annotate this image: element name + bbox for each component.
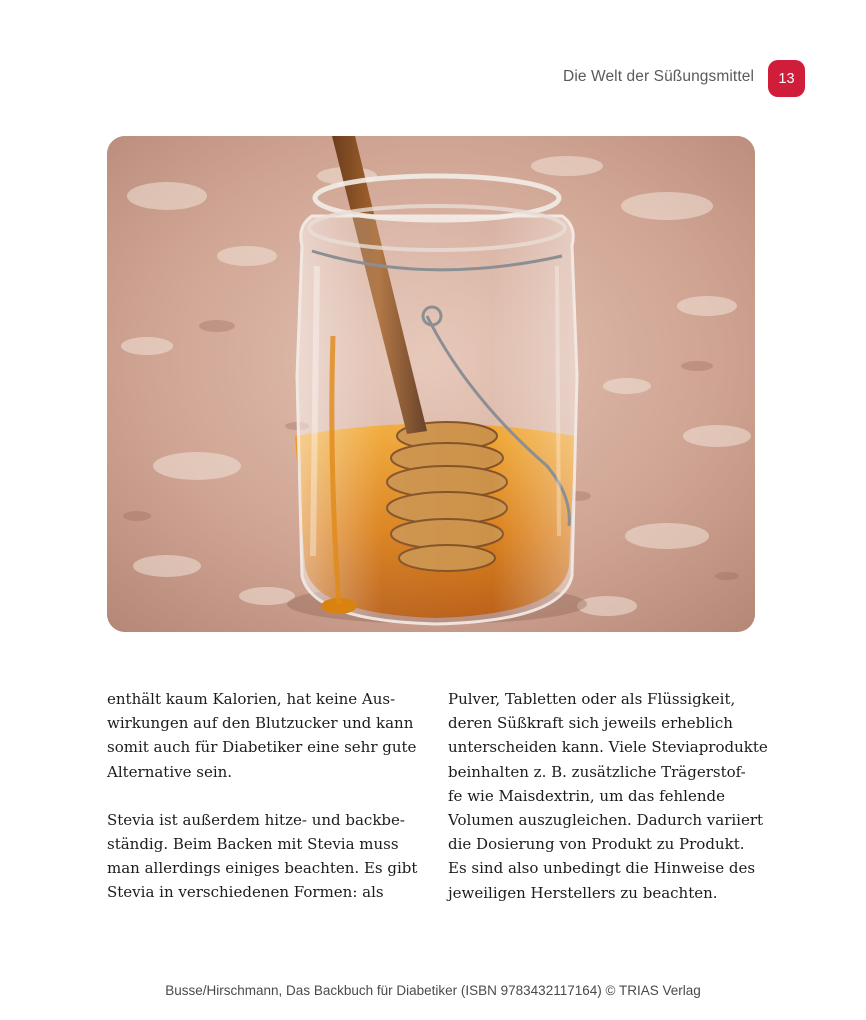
text-column-left [107, 687, 427, 905]
text-line: Alternative sein. [107, 762, 233, 781]
paragraph [107, 808, 427, 905]
text-line: beinhalten z. B. zusätzliche Trägerstof- [448, 762, 746, 781]
text-line: man allerdings einiges beachten. Es gibt [107, 859, 418, 878]
text-line: jeweiligen Herstellers zu beachten. [448, 883, 718, 902]
running-header: Die Welt der Süßungsmittel [563, 68, 754, 85]
text-line: Volumen auszugleichen. Dadurch variiert [448, 811, 764, 830]
paragraph [107, 687, 427, 784]
text-column-right [448, 687, 768, 905]
text-line: deren Süßkraft sich jeweils erheblich [448, 714, 733, 733]
text-line: ständig. Beim Backen mit Stevia muss [107, 835, 399, 854]
text-line: Es sind also unbedingt die Hinweise des [448, 859, 756, 878]
text-line: Pulver, Tabletten oder als Flüssigkeit, [448, 690, 736, 708]
honey-jar-photo [107, 136, 755, 632]
text-line: somit auch für Diabetiker eine sehr gute [107, 738, 417, 757]
paragraph-spacer [107, 784, 427, 808]
page-footer: Busse/Hirschmann, Das Backbuch für Diabetiker (ISBN 9783432117164) © TRIAS Verlag [165, 983, 701, 998]
paragraph [448, 687, 768, 905]
text-line: Stevia in verschiedenen Formen: als [107, 883, 384, 902]
text-line: Stevia ist außerdem hitze- und backbe- [107, 810, 405, 829]
text-line: die Dosierung von Produkt zu Produkt. [448, 835, 745, 854]
text-line: unterscheiden kann. Viele Steviaprodukte [448, 738, 768, 757]
text-line: wirkungen auf den Blutzucker und kann [107, 714, 414, 733]
text-line: enthält kaum Kalorien, hat keine Aus- [107, 690, 396, 708]
text-line: fe wie Maisdextrin, um das fehlende [448, 786, 725, 805]
page-number-badge: 13 [768, 60, 805, 97]
